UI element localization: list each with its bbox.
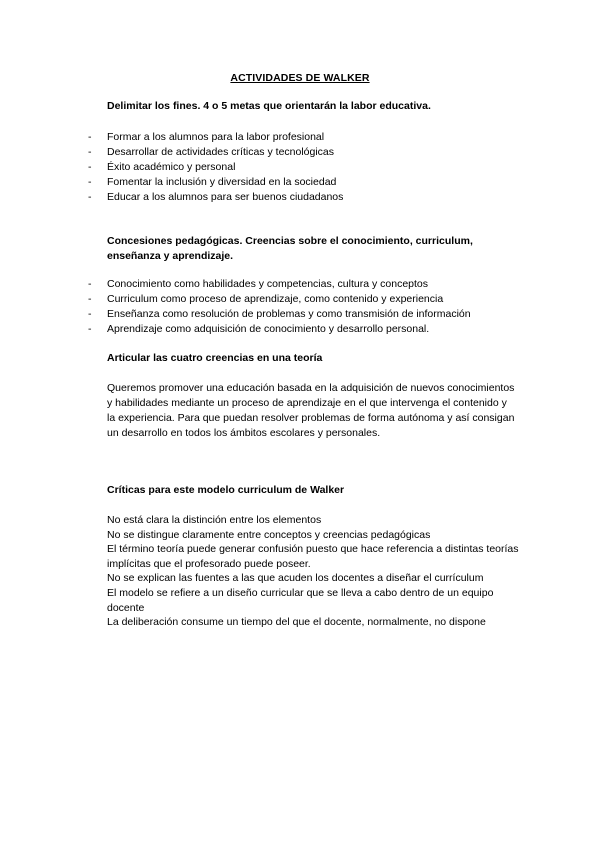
bullet-dash: - [88,131,92,143]
bullet-dash: - [88,161,92,173]
list-item [88,175,528,190]
list-item [88,130,528,145]
section-heading-criticas: Críticas para este modelo curriculum de Walker [107,484,345,496]
bullet-dash: - [88,293,92,305]
list-item-text: Conocimiento como habilidades y competencias, cultura y conceptos [107,278,429,290]
list-item [88,307,528,322]
criticas-list [107,513,527,630]
list-item: El modelo se refiere a un diseño curricular que se lleva a cabo dentro de un equipo docente [107,586,494,614]
document-title: ACTIVIDADES DE WALKER [230,72,370,84]
list-item-text: Enseñanza como resolución de problemas y como transmisión de información [107,308,471,320]
list-item-text: Desarrollar de actividades críticas y tecnológicas [107,146,335,158]
bullet-dash: - [88,176,92,188]
fines-list [88,130,528,205]
list-item [88,277,528,292]
list-item: No se explican las fuentes a las que acuden los docentes a diseñar el currículum [107,572,484,585]
list-item: No se distingue claramente entre conceptos y creencias pedagógicas [107,528,431,541]
list-item-text: Éxito académico y personal [107,161,236,173]
list-item-text: Formar a los alumnos para la labor profesional [107,131,325,143]
section-heading-concesiones: Concesiones pedagógicas. Creencias sobre el conocimiento, curriculum, enseñanza y aprendizaje. [107,235,473,262]
list-item [88,145,528,160]
bullet-dash: - [88,308,92,320]
list-item-text: Educar a los alumnos para ser buenos ciudadanos [107,191,344,203]
bullet-dash: - [88,191,92,203]
section-heading-articular: Articular las cuatro creencias en una teoría [107,352,323,364]
list-item-text: Aprendizaje como adquisición de conocimiento y desarrollo personal. [107,323,430,335]
bullet-dash: - [88,323,92,335]
list-item: La deliberación consume un tiempo del que el docente, normalmente, no dispone [107,616,486,629]
list-item [88,322,528,337]
section-heading-fines: Delimitar los fines. 4 o 5 metas que orientarán la labor educativa. [107,100,431,112]
articular-paragraph: Queremos promover una educación basada en la adquisición de nuevos conocimientos y habilidades mediante un proceso de aprendizaje en el que intervenga el contenido y la experiencia. Para que puedan resolver problemas de forma autónoma y así consigan un desarrollo en todos los ámbitos escolares y personales. [107,382,515,439]
bullet-dash: - [88,278,92,290]
bullet-dash: - [88,146,92,158]
list-item: No está clara la distinción entre los elementos [107,514,322,526]
concesiones-list [88,277,528,337]
list-item-text: Fomentar la inclusión y diversidad en la sociedad [107,176,337,188]
list-item: El término teoría puede generar confusión puesto que hace referencia a distintas teorías implícitas que el profesorado puede poseer. [107,543,519,570]
list-item [88,292,528,307]
list-item [88,190,528,205]
list-item-text: Curriculum como proceso de aprendizaje, como contenido y experiencia [107,293,444,305]
list-item [88,160,528,175]
